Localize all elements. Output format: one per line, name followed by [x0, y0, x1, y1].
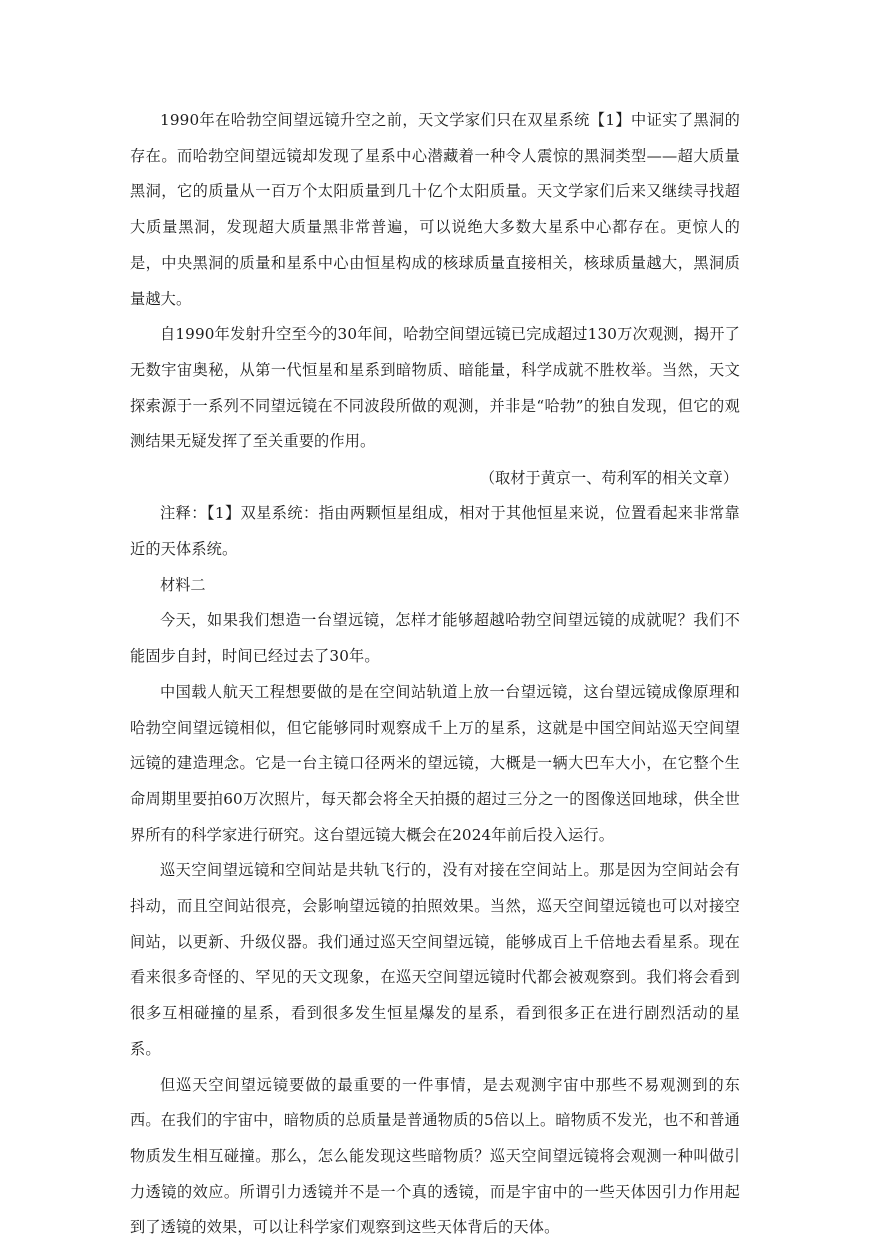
- footnote-binary-star: 注释：【1】双星系统：指由两颗恒星组成，相对于其他恒星来说，位置看起来非常靠近的天体系统。: [130, 504, 740, 558]
- document-page: [130, 103, 740, 1246]
- section-heading-material-two: 材料二: [160, 576, 206, 595]
- paragraph-new-telescope-question: 今天，如果我们想造一台望远镜，怎样才能够超越哈勃空间望远镜的成就呢？我们不能固步自封，时间已经过去了30年。: [130, 611, 740, 666]
- paragraph-dark-matter: 但巡天空间望远镜要做的最重要的一件事情，是去观测宇宙中那些不易观测到的东西。在我们的宇宙中，暗物质的总质量是普通物质的5倍以上。暗物质不发光，也不和普通物质发生相互碰撞。那么，怎么能发现这些暗物质？巡天空间望远镜将会观测一种叫做引力透镜的效应。所谓引力透镜并不是一个真的透镜，而是宇宙中的一些天体因引力作用起到了透镜的效果，可以让科学家们观察到这些天体背后的天体。: [130, 1075, 740, 1237]
- paragraph-hubble-30-years: 自1990年发射升空至今的30年间，哈勃空间望远镜已完成超过130万次观测，揭开了无数宇宙奥秘，从第一代恒星和星系到暗物质、暗能量，科学成就不胜枚举。当然，天文探索源于一系列不同望远镜在不同波段所做的观测，并非是“哈勃”的独自发现，但它的观测结果无疑发挥了至关重要的作用。: [130, 325, 740, 451]
- paragraph-css-telescope-concept: 中国载人航天工程想要做的是在空间站轨道上放一台望远镜，这台望远镜成像原理和哈勃空间望远镜相似，但它能够同时观察成千上万的星系，这就是中国空间站巡天空间望远镜的建造理念。它是一台主镜口径两米的望远镜，大概是一辆大巴车大小，在它整个生命周期里要拍60万次照片，每天都会将全天拍摄的超过三分之一的图像送回地球，供全世界所有的科学家进行研究。这台望远镜大概会在2024年前后投入运行。: [130, 682, 740, 844]
- paragraph-coorbit-flight: 巡天空间望远镜和空间站是共轨飞行的，没有对接在空间站上。那是因为空间站会有抖动，而且空间站很亮，会影响望远镜的拍照效果。当然，巡天空间望远镜也可以对接空间站，以更新、升级仪器。我们通过巡天空间望远镜，能够成百上千倍地去看星系。现在看来很多奇怪的、罕见的天文现象，在巡天空间望远镜时代都会被观察到。我们将会看到很多互相碰撞的星系，看到很多发生恒星爆发的星系，看到很多正在进行剧烈活动的星系。: [130, 861, 740, 1058]
- source-citation: （取材于黄京一、苟利军的相关文章）: [479, 469, 738, 488]
- paragraph-hubble-black-holes: 1990年在哈勃空间望远镜升空之前，天文学家们只在双星系统【1】中证实了黑洞的存在。而哈勃空间望远镜却发现了星系中心潜藏着一种令人震惊的黑洞类型——超大质量黑洞，它的质量从一百万个太阳质量到几十亿个太阳质量。天文学家们后来又继续寻找超大质量黑洞，发现超大质量黑非常普遍，可以说绝大多数大星系中心都存在。更惊人的是，中央黑洞的质量和星系中心由恒星构成的核球质量直接相关，核球质量越大，黑洞质量越大。: [130, 111, 740, 308]
